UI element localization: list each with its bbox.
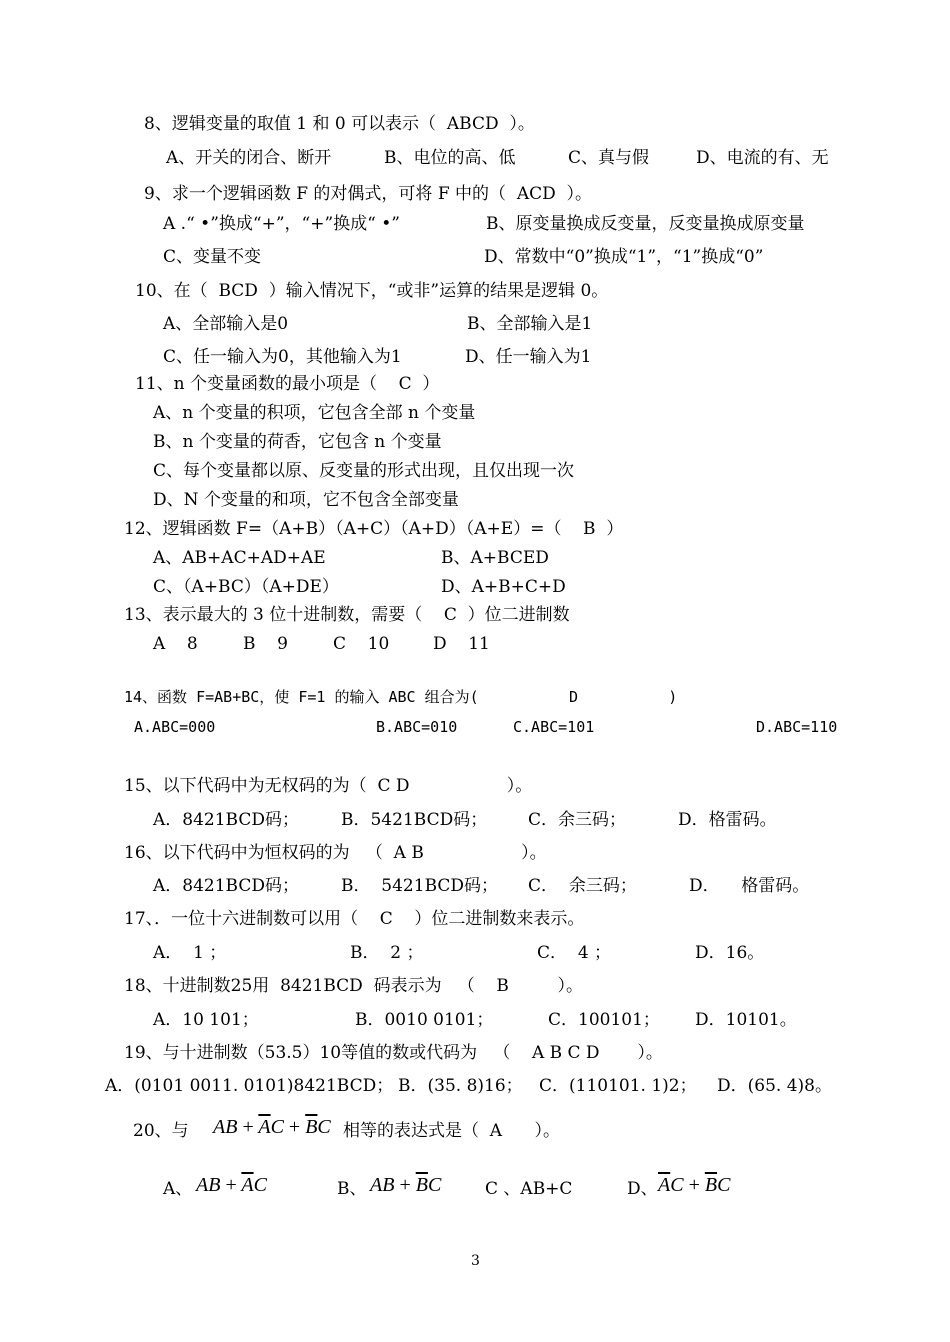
question-20-option-b-expr: AB + $\overline{B}C$ [370, 1174, 442, 1196]
question-15-option-d: D．格雷码。 [678, 810, 777, 830]
question-15-option-a: A．8421BCD码； [153, 810, 299, 830]
question-13-stem: 13、表示最大的 3 位十进制数，需要（ C ）位二进制数 [124, 605, 570, 625]
question-15-stem: 15、以下代码中为无权码的为（ C D ）。 [124, 776, 533, 796]
question-20-option-a-expr: AB + $\overline{A}C$ [196, 1174, 267, 1196]
question-9-option-a: A .“ •”换成“+”，“+”换成“ •” [163, 214, 400, 234]
question-19-option-d: D．(65. 4)8。 [717, 1076, 832, 1096]
question-9-option-c: C、变量不变 [163, 247, 262, 267]
question-12-option-c: C、（A+BC）（A+DE） [153, 577, 339, 597]
plus-sign: + [288, 1116, 301, 1138]
question-11-option-a: A、n 个变量的积项，它包含全部 n 个变量 [153, 403, 476, 423]
question-14-option-c: C.ABC=101 [513, 718, 595, 736]
question-18-option-b: B．0010 0101； [355, 1010, 494, 1030]
question-18-option-c: C．100101； [548, 1010, 660, 1030]
question-8-option-d: D、电流的有、无 [696, 148, 829, 168]
question-12-option-d: D、A+B+C+D [441, 577, 566, 597]
question-20-suffix: 相等的表达式是（ A ）。 [343, 1121, 561, 1141]
question-12-stem: 12、逻辑函数 F=（A+B）（A+C）（A+D）（A+E）=（ B ） [124, 519, 624, 539]
question-16-option-a: A．8421BCD码； [153, 876, 299, 896]
question-13-option-c: C 10 [333, 634, 390, 654]
question-13-option-b: B 9 [243, 634, 288, 654]
question-17-option-c: C． 4 ； [537, 943, 612, 963]
question-14-option-a: A.ABC=000 [134, 718, 216, 736]
question-8-option-a: A、开关的闭合、断开 [166, 148, 332, 168]
question-20-option-a-label: A、 [163, 1179, 193, 1199]
question-10-stem: 10、在（ BCD ）输入情况下，“或非”运算的结果是逻辑 0。 [135, 281, 609, 301]
question-9-option-b: B、原变量换成反变量，反变量换成原变量 [486, 214, 805, 234]
question-10-option-d: D、任一输入为1 [465, 347, 592, 367]
question-19-option-c: C．(110101. 1)2； [539, 1076, 697, 1096]
question-18-option-a: A．10 101； [153, 1010, 259, 1030]
question-10-option-b: B、全部输入是1 [467, 314, 593, 334]
question-18-stem: 18、十进制数25用 8421BCD 码表示为 （ B ）。 [124, 976, 584, 996]
question-20-option-b-label: B、 [337, 1179, 367, 1199]
question-20-prefix: 20、与 [133, 1121, 189, 1141]
question-20-expression [213, 1116, 331, 1138]
question-13-option-d: D 11 [433, 634, 490, 654]
var-b-complement: $\overline{B}$ [305, 1116, 318, 1138]
question-20-option-c: C 、AB+C [485, 1179, 573, 1199]
question-11-stem: 11、n 个变量函数的最小项是（ C ） [135, 374, 440, 394]
question-14-option-b: B.ABC=010 [376, 718, 458, 736]
question-10-option-c: C、任一输入为0，其他输入为1 [163, 347, 402, 367]
question-16-option-c: C． 余三码； [528, 876, 637, 896]
question-19-option-a: A．(0101 0011. 0101)8421BCD； [105, 1076, 394, 1096]
var-a-complement: $\overline{A}$ [258, 1116, 271, 1138]
question-13-option-a: A 8 [153, 634, 198, 654]
question-9-stem: 9、求一个逻辑函数 F 的对偶式，可将 F 中的（ ACD ）。 [144, 184, 593, 204]
page-number: 3 [471, 1253, 480, 1269]
var-b: B [225, 1116, 238, 1138]
question-15-option-c: C．余三码； [528, 810, 627, 830]
question-16-option-d: D． 格雷码。 [689, 876, 810, 896]
question-8-option-b: B、电位的高、低 [384, 148, 516, 168]
question-9-option-d: D、常数中“0”换成“1”，“1”换成“0” [484, 247, 764, 267]
question-12-option-a: A、AB+AC+AD+AE [153, 548, 326, 568]
question-15-option-b: B．5421BCD码； [341, 810, 488, 830]
question-14-stem: 14、函数 F=AB+BC，使 F=1 的输入 ABC 组合为( D ) [124, 688, 678, 706]
question-12-option-b: B、A+BCED [441, 548, 549, 568]
var-c: C [270, 1116, 284, 1138]
question-8-stem: 8、逻辑变量的取值 1 和 0 可以表示（ ABCD ）。 [144, 114, 535, 134]
question-19-stem: 19、与十进制数（53.5）10等值的数或代码为 （ A B C D ）。 [124, 1043, 663, 1063]
question-11-option-c: C、每个变量都以原、反变量的形式出现，且仅出现一次 [153, 461, 575, 481]
question-17-option-d: D．16。 [695, 943, 765, 963]
question-16-option-b: B． 5421BCD码； [341, 876, 499, 896]
question-16-stem: 16、以下代码中为恒权码的为 （ A B ）。 [124, 843, 547, 863]
question-14-option-d: D.ABC=110 [756, 718, 838, 736]
var-a: A [213, 1116, 226, 1138]
plus-sign: + [242, 1116, 254, 1138]
question-20-option-d-expr: $\overline{A}C + \overline{B}C$ [658, 1174, 731, 1196]
question-10-option-a: A、全部输入是0 [163, 314, 289, 334]
question-8-option-c: C、真与假 [568, 148, 650, 168]
question-11-option-d: D、N 个变量的和项，它不包含全部变量 [153, 490, 459, 510]
question-11-option-b: B、n 个变量的荷香，它包含 n 个变量 [153, 432, 442, 452]
question-17-option-b: B． 2 ； [350, 943, 424, 963]
question-17-stem: 17、．一位十六进制数可以用（ C ）位二进制数来表示。 [124, 909, 585, 929]
question-20-option-d-label: D、 [627, 1179, 658, 1199]
question-17-option-a: A． 1 ； [153, 943, 227, 963]
question-19-option-b: B．(35. 8)16； [398, 1076, 523, 1096]
question-18-option-d: D．10101。 [695, 1010, 797, 1030]
var-c: C [317, 1116, 331, 1138]
